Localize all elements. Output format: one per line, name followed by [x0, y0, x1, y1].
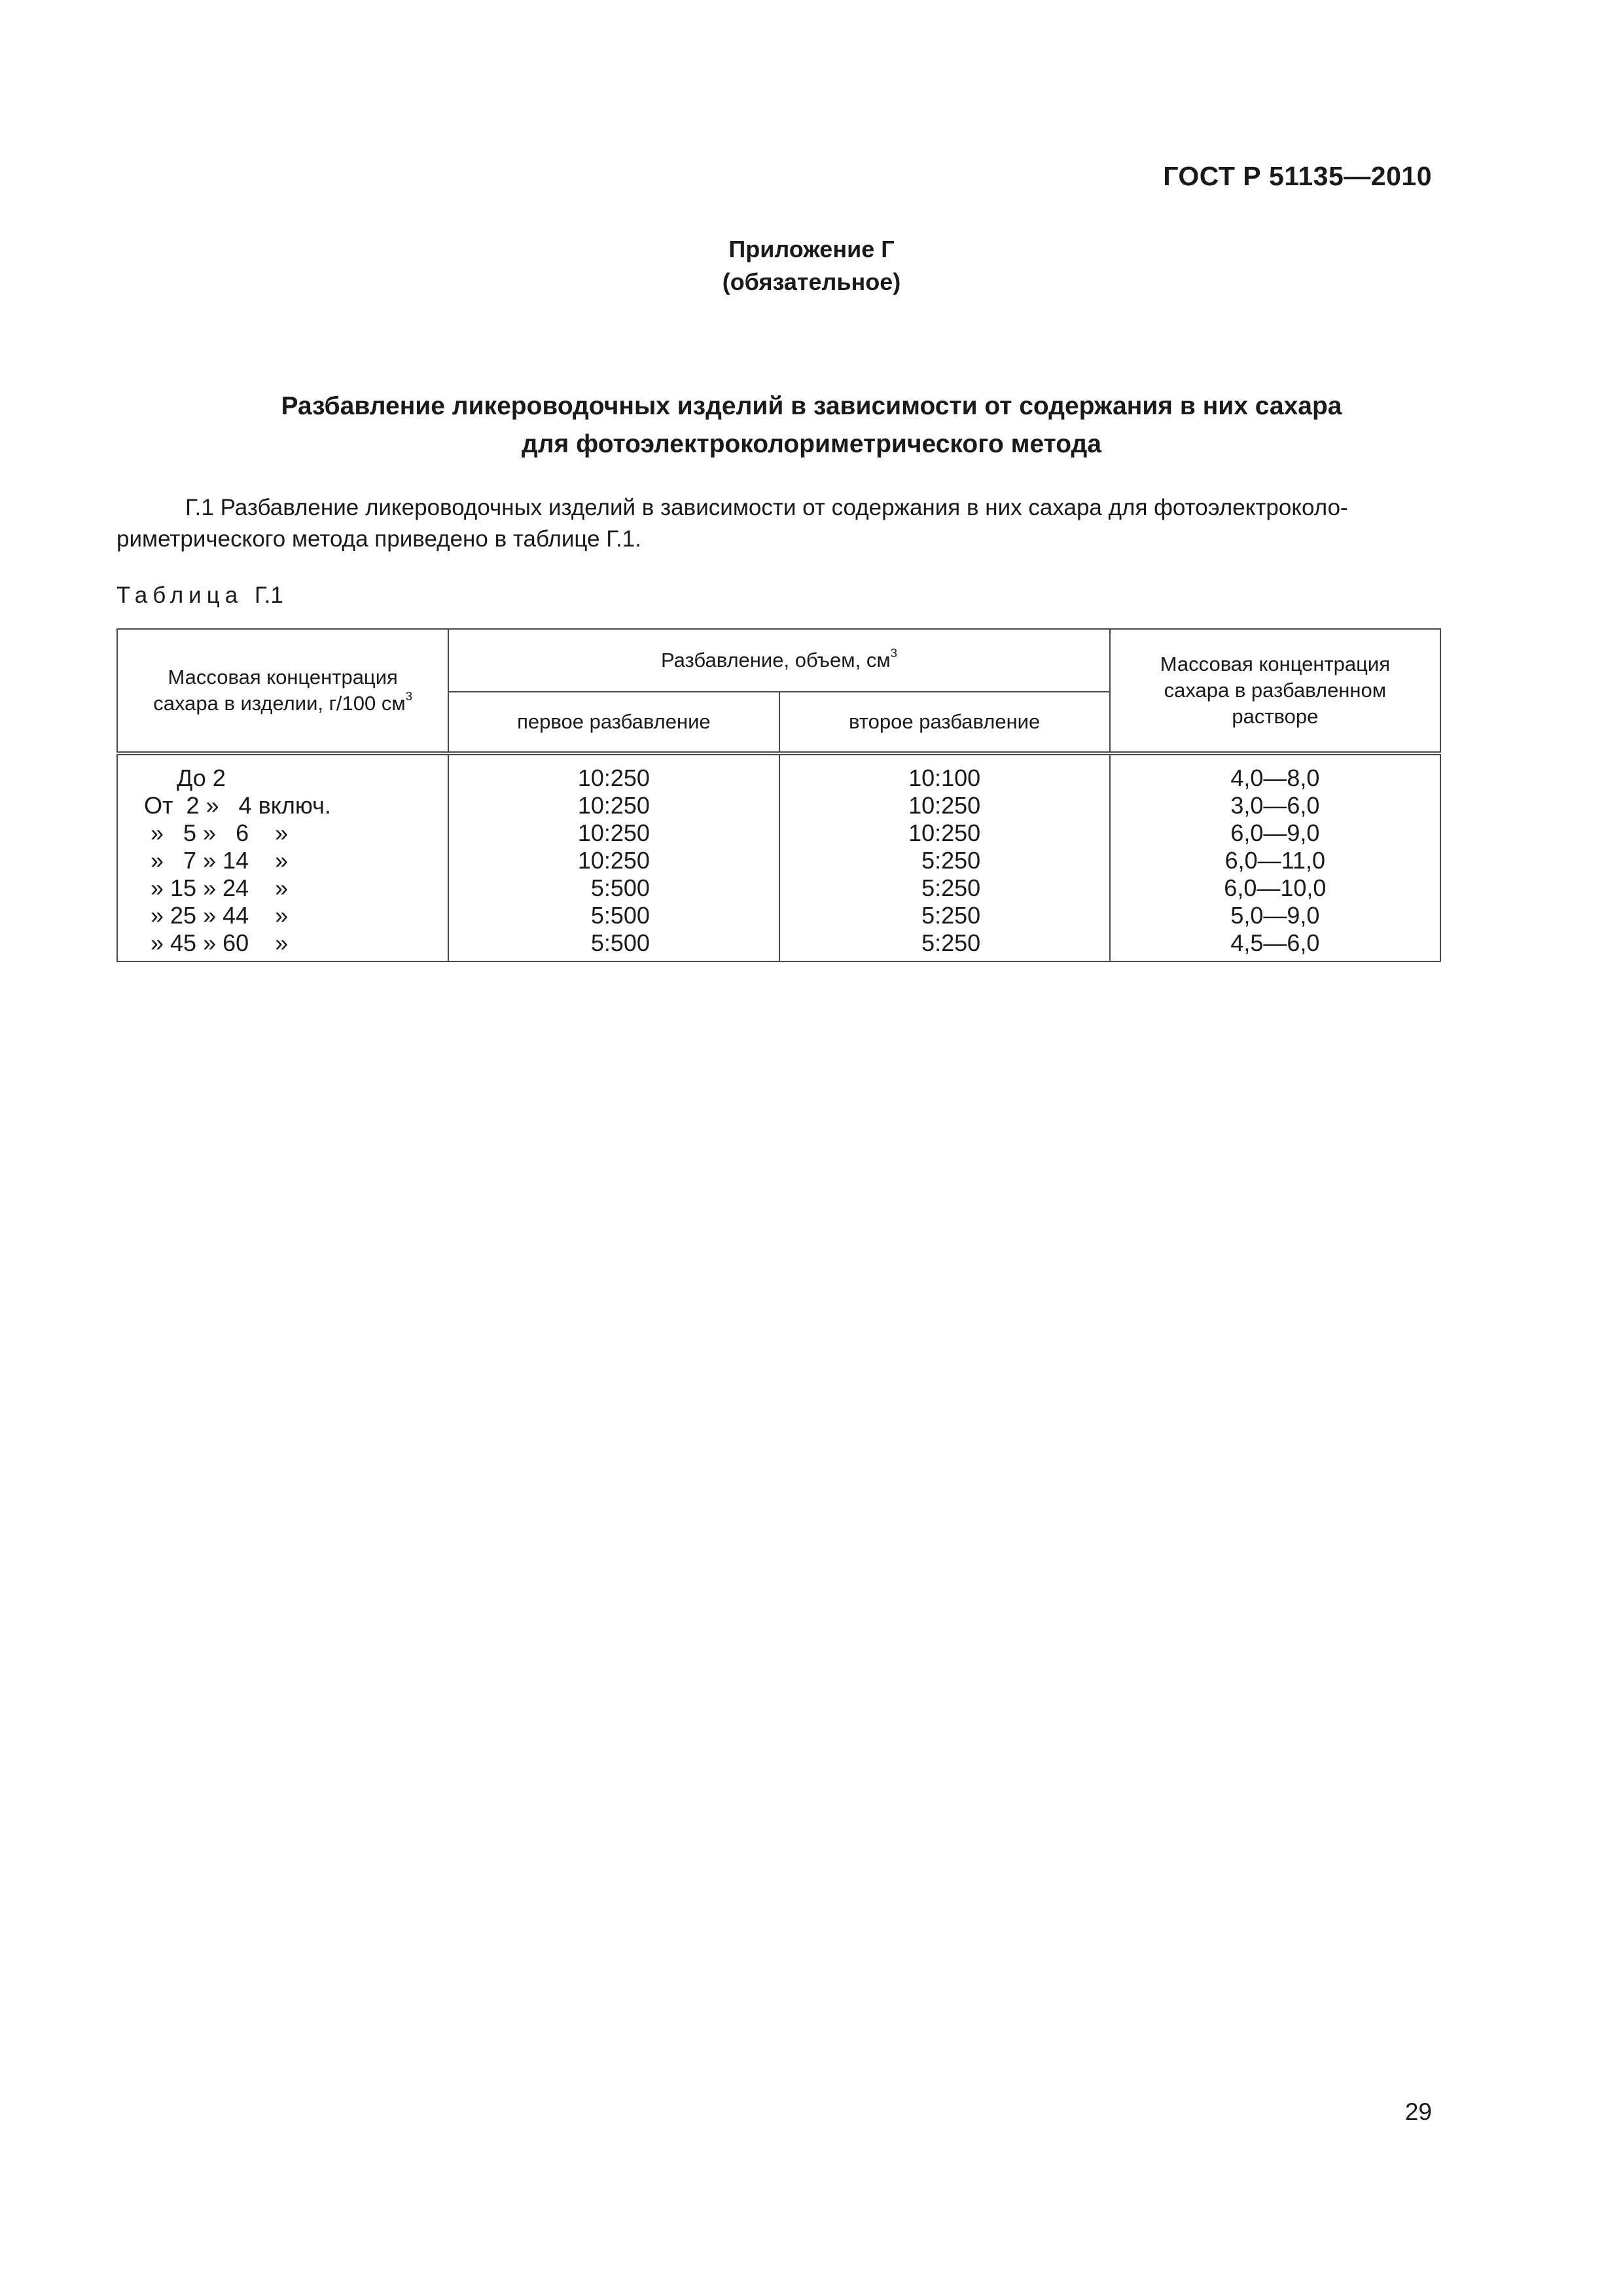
table-row [117, 792, 1440, 819]
cell-second-dilution: 5:250 [779, 874, 1110, 902]
cell-second-dilution: 10:250 [779, 792, 1110, 819]
cell-second-dilution: 10:100 [779, 753, 1110, 792]
header-col1-line2-text: сахара в изделии, г/100 см [153, 692, 406, 715]
cell-first-dilution: 10:250 [448, 819, 779, 847]
cell-result-concentration: 4,0—8,0 [1110, 753, 1440, 792]
cell-result-concentration: 5,0—9,0 [1110, 902, 1440, 929]
cell-first-dilution: 10:250 [448, 847, 779, 874]
cell-result-concentration: 6,0—11,0 [1110, 847, 1440, 874]
cell-first-dilution: 5:500 [448, 929, 779, 961]
table-caption-number: Г.1 [254, 583, 283, 608]
document-code: ГОСТ Р 51135—2010 [1163, 161, 1432, 191]
header-col1-sup: 3 [405, 689, 413, 704]
header-dilution-sup: 3 [890, 646, 897, 660]
cell-first-dilution: 10:250 [448, 753, 779, 792]
cell-second-dilution: 10:250 [779, 819, 1110, 847]
header-first-dilution: первое разбавление [448, 692, 779, 753]
heading-line-2: для фотоэлектроколориметрического метода [521, 430, 1101, 458]
header-col1-line1: Массовая концентрация [168, 666, 398, 689]
header-sugar-in-solution [1110, 629, 1440, 753]
paragraph-line-1 [116, 492, 1442, 524]
paragraph-line-1-text: Г.1 Разбавление ликероводочных изделий в зависимости от содержания в них сахара для фотоэлектроколо- [185, 495, 1348, 520]
cell-first-dilution: 5:500 [448, 874, 779, 902]
cell-second-dilution: 5:250 [779, 902, 1110, 929]
dilution-table [116, 628, 1441, 962]
table-row [117, 819, 1440, 847]
appendix-status: (обязательное) [722, 268, 901, 295]
cell-sugar-range: » 5 » 6 » [117, 819, 448, 847]
heading-line-1: Разбавление ликероводочных изделий в зависимости от содержания в них сахара [281, 392, 1342, 420]
header-dilution-text: Разбавление, объем, см [661, 649, 891, 672]
cell-result-concentration: 3,0—6,0 [1110, 792, 1440, 819]
cell-sugar-range: » 45 » 60 » [117, 929, 448, 961]
table-row [117, 847, 1440, 874]
cell-second-dilution: 5:250 [779, 847, 1110, 874]
appendix-title: Приложение Г [728, 236, 895, 262]
cell-first-dilution: 5:500 [448, 902, 779, 929]
cell-result-concentration: 6,0—9,0 [1110, 819, 1440, 847]
header-col4-line1: Массовая концентрация [1160, 653, 1391, 675]
section-heading [0, 387, 1623, 463]
table-body [117, 753, 1440, 961]
appendix-block [0, 233, 1623, 298]
paragraph-line-2: риметрического метода приведено в таблице Г.1. [116, 526, 641, 552]
cell-sugar-range: До 2 [117, 753, 448, 792]
header-dilution-group [448, 629, 1109, 692]
table-caption-word: Таблица [116, 583, 243, 608]
header-col4-line2: сахара в разбавленном [1164, 679, 1387, 702]
table-row [117, 929, 1440, 961]
cell-first-dilution: 10:250 [448, 792, 779, 819]
cell-sugar-range: » 25 » 44 » [117, 902, 448, 929]
cell-second-dilution: 5:250 [779, 929, 1110, 961]
cell-sugar-range: » 15 » 24 » [117, 874, 448, 902]
body-paragraph [116, 492, 1442, 555]
table-caption [116, 583, 283, 609]
table-row [117, 902, 1440, 929]
header-col4-line3: растворе [1232, 705, 1319, 728]
header-second-dilution: второе разбавление [779, 692, 1110, 753]
cell-sugar-range: » 7 » 14 » [117, 847, 448, 874]
cell-sugar-range: От 2 » 4 включ. [117, 792, 448, 819]
table-row [117, 874, 1440, 902]
header-sugar-in-product [117, 629, 448, 753]
cell-result-concentration: 6,0—10,0 [1110, 874, 1440, 902]
page-number: 29 [1404, 2098, 1432, 2125]
cell-result-concentration: 4,5—6,0 [1110, 929, 1440, 961]
table-row [117, 753, 1440, 792]
header-col1-line2 [124, 691, 441, 717]
